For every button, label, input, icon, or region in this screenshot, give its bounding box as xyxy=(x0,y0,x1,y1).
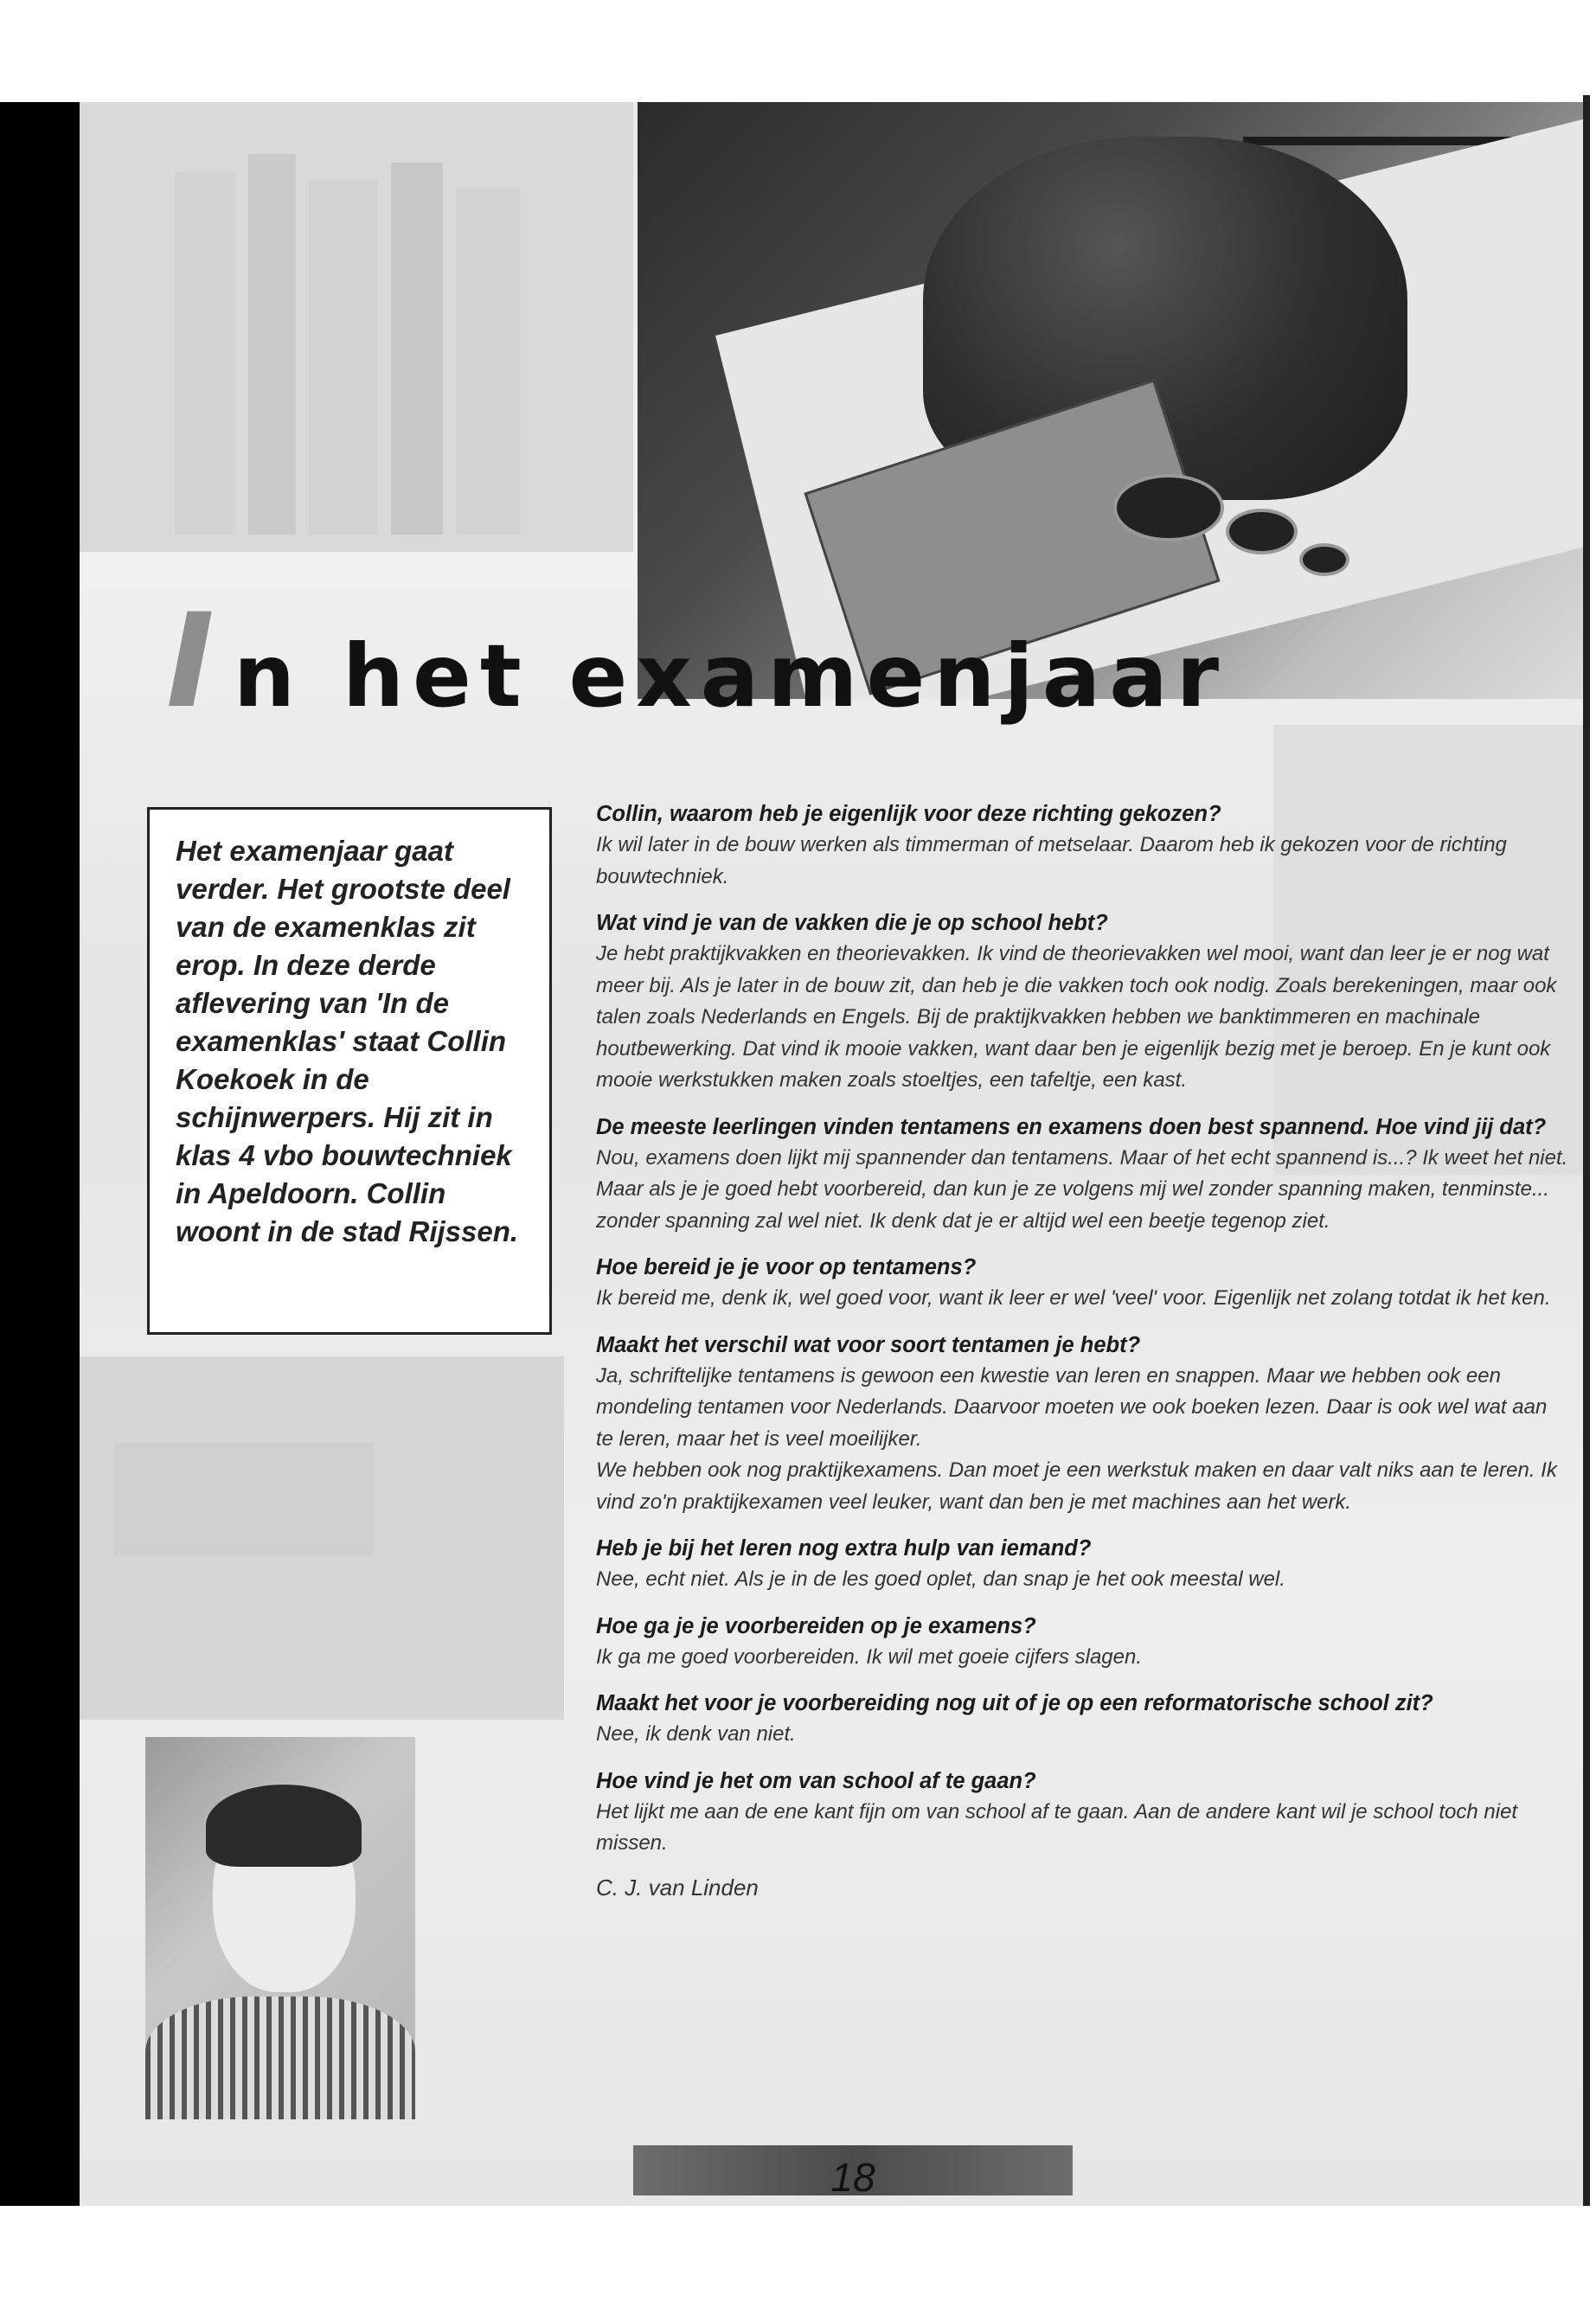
interview-column xyxy=(596,798,1569,1901)
page-number: 18 xyxy=(830,2155,875,2200)
portrait-photo xyxy=(145,1737,415,2119)
answer: Het lijkt me aan de ene kant fijn om van school af te gaan. Aan de andere kant wil je school toch niet missen. xyxy=(596,1799,1518,1855)
background-book xyxy=(309,180,378,535)
portrait-shirt xyxy=(145,1997,415,2119)
question: Wat vind je van de vakken die je op school hebt? xyxy=(596,911,1108,935)
title-text: n het examenjaar xyxy=(233,625,1228,727)
portrait-hair xyxy=(206,1785,362,1867)
answer: Nee, ik denk van niet. xyxy=(596,1722,796,1746)
question: Heb je bij het leren nog extra hulp van iemand? xyxy=(596,1536,1092,1561)
qa-item xyxy=(596,1533,1569,1596)
question: Hoe vind je het om van school af te gaan? xyxy=(596,1768,1036,1793)
qa-item xyxy=(596,1330,1569,1519)
magazine-page xyxy=(80,102,1583,2206)
qa-item xyxy=(596,1688,1569,1751)
answer: Nee, echt niet. Als je in de les goed oplet, dan snap je het ook meestal wel. xyxy=(596,1567,1285,1591)
answer: Ik wil later in de bouw werken als timmerman of metselaar. Daarom heb ik gekozen voor de richting bouwtechniek. xyxy=(596,833,1507,888)
qa-item xyxy=(596,1112,1569,1238)
answer: Nou, examens doen lijkt mij spannender dan tentamens. Maar of het echt spannend is...? Ik weet het niet. Maar als je je goed hebt voorbereid, dan kun je ze volgens mij wel zonder spanning maken, tenminste... zonder spanning zal wel niet. Ik denk dat je er altijd wel een beetje tegenop ziet. xyxy=(596,1145,1568,1233)
answer: Ik bereid me, denk ik, wel goed voor, want ik leer er wel 'veel' voor. Eigenlijk net zolang totdat ik het ken. xyxy=(596,1286,1551,1310)
scan-left-border xyxy=(0,102,80,2206)
qa-item xyxy=(596,1611,1569,1674)
author-credit: C. J. van Linden xyxy=(596,1874,759,1900)
page-number-box xyxy=(633,2145,1073,2200)
answer: Ja, schriftelijke tentamens is gewoon een kwestie van leren en snappen. Maar we hebben ook een mondeling tentamen voor Nederlands. Daarvoor moeten we ook boeken lezen. Daar is ook wel wat aan te leren, maar het is veel moeilijker. xyxy=(596,1363,1548,1451)
question: Hoe ga je je voorbereiden op je examens? xyxy=(596,1613,1036,1638)
background-book xyxy=(114,1443,374,1555)
photo-planet xyxy=(1113,474,1224,542)
answer-continued: We hebben ook nog praktijkexamens. Dan moet je een werkstuk maken en daar valt niks aan te leren. Ik vind zo'n praktijkexamen veel leuker, want dan ben je met machines aan het werk. xyxy=(596,1458,1557,1514)
background-book xyxy=(248,154,296,535)
answer: Je hebt praktijkvakken en theorievakken. Ik vind de theorievakken wel mooi, want dan leer je er nog wat meer bij. Als je later in de bouw zit, dan heb je die vakken toch ook nodig. Zoals berekeningen, maar ook talen zoals Nederlands en Engels. Bij de praktijkvakken hebben we banktimmeren en machinale houtbewerking. Dat vind ik mooie vakken, want daar ben je eigenlijk bezig met je beroep. En je kunt ook mooie werkstukken maken zoals stoeltjes, een tafeltje, een kast. xyxy=(596,942,1557,1092)
question: Maakt het voor je voorbereiding nog uit of je op een reformatorische school zit? xyxy=(596,1691,1433,1715)
qa-item xyxy=(596,1252,1569,1315)
photo-planet xyxy=(1226,509,1298,554)
question: De meeste leerlingen vinden tentamens en examens doen best spannend. Hoe vind jij dat? xyxy=(596,1114,1547,1139)
article-title xyxy=(166,586,1227,737)
background-book xyxy=(456,189,521,535)
answer: Ik ga me goed voorbereiden. Ik wil met goeie cijfers slagen. xyxy=(596,1644,1142,1669)
qa-item xyxy=(596,1766,1569,1860)
background-book xyxy=(391,163,443,535)
background-book xyxy=(175,171,235,535)
intro-text: Het examenjaar gaat verder. Het grootste deel van de examenklas zit erop. In deze derde aflevering van 'In de examenklas' staat Collin Koekoek in de schijnwerpers. Hij zit in klas 4 vbo bouwtechniek in Apeldoorn. Collin woont in de stad Rijssen. xyxy=(176,835,519,1247)
question: Hoe bereid je je voor op tentamens? xyxy=(596,1255,977,1279)
scan-right-edge xyxy=(1583,95,1590,2206)
title-initial: I xyxy=(166,586,223,737)
scan-top-margin xyxy=(0,0,1596,102)
photo-planet xyxy=(1299,543,1349,576)
question: Maakt het verschil wat voor soort tentamen je hebt? xyxy=(596,1332,1141,1357)
qa-item xyxy=(596,798,1569,893)
question: Collin, waarom heb je eigenlijk voor deze richting gekozen? xyxy=(596,802,1221,826)
intro-box xyxy=(147,807,552,1335)
qa-item xyxy=(596,907,1569,1097)
